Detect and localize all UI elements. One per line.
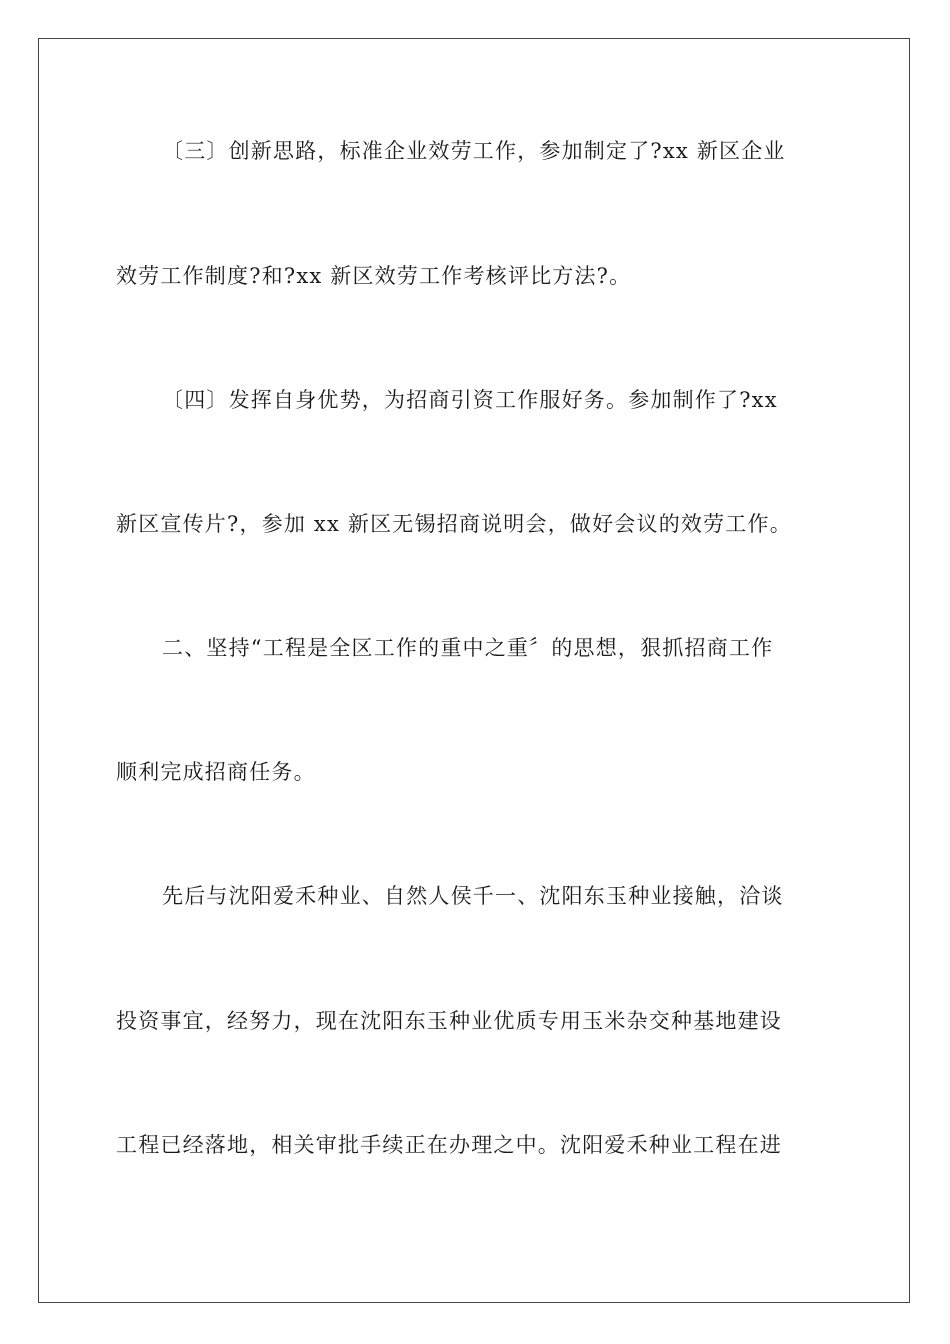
paragraph-line: 〔三〕创新思路，标准企业效劳工作，参加制定了?xx 新区企业: [162, 139, 786, 163]
paragraph-line: 先后与沈阳爱禾种业、自然人侯千一、沈阳东玉种业接触，洽谈: [162, 884, 784, 908]
paragraph-line: 效劳工作制度?和?xx 新区效劳工作考核评比方法?。: [116, 264, 632, 288]
section-heading-line: 顺利完成招商任务。: [116, 760, 316, 784]
paragraph-line: 工程已经落地，相关审批手续正在办理之中。沈阳爱禾种业工程在进: [116, 1133, 782, 1157]
paragraph-line: 〔四〕发挥自身优势，为招商引资工作服好务。参加制作了?xx: [162, 388, 778, 412]
paragraph-line: 投资事宜，经努力，现在沈阳东玉种业优质专用玉米杂交种基地建设: [116, 1009, 782, 1033]
page-border: [38, 38, 910, 1303]
section-heading-line: 二、坚持“工程是全区工作的重中之重〞的思想，狠抓招商工作: [162, 636, 774, 660]
paragraph-line: 新区宣传片?，参加 xx 新区无锡招商说明会，做好会议的效劳工作。: [116, 512, 792, 536]
